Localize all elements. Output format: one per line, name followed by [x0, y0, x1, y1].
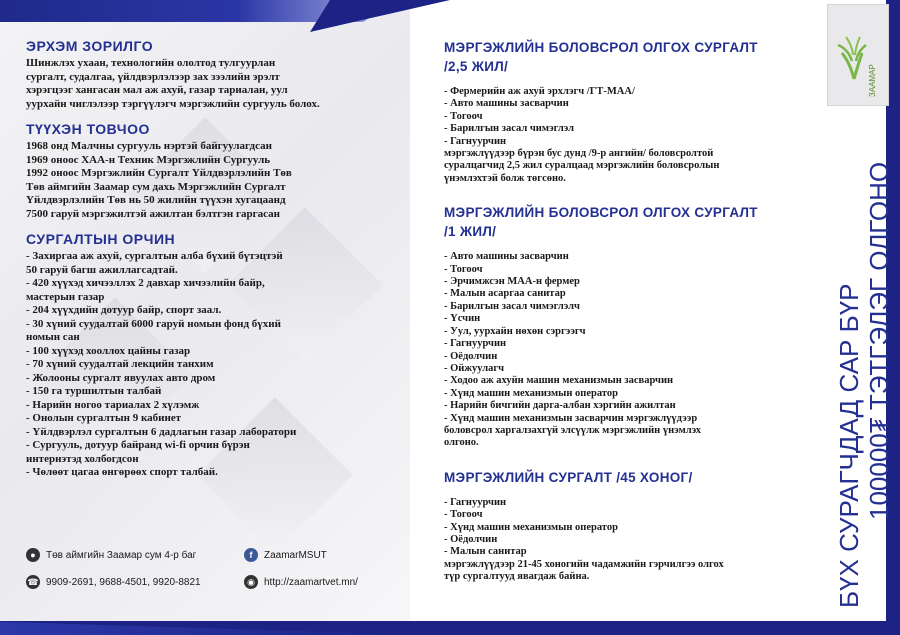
goal-line: уурхайн чиглэлээр тэргүүлэгч мэргэжлийн сургууль болох. [26, 97, 320, 110]
history-text [26, 140, 401, 221]
environment-section [26, 231, 401, 480]
section-heading [444, 468, 814, 487]
goal-line: сургалт, судалгаа, үйлдвэрлэлээр зах зээлийн эрэлт [26, 70, 280, 83]
section-note: олгоно. [444, 437, 479, 449]
phone-row [26, 575, 201, 589]
address-text: Төв аймгийн Заамар сум 4-р баг [46, 549, 197, 561]
list-item: - Гагнуурчин [444, 496, 507, 508]
section-heading [444, 203, 814, 241]
list-item: - Нарийн бичгийн дарга-албан хэргийн ажилтан [444, 400, 676, 412]
list-item: интернэтэд холбогдсон [26, 452, 139, 465]
history-line: 1992 оноос Мэргэжлийн Сургалт Үйлдвэрлэлийн Төв [26, 167, 292, 179]
training-section-45-day [444, 468, 814, 584]
wheat-logo-icon [828, 5, 888, 105]
section-heading-duration: /1 ЖИЛ/ [444, 224, 497, 240]
middle-column [444, 38, 814, 602]
list-item: - Ходоо аж ахуйн машин механизмын засварчин [444, 375, 674, 387]
facebook-row[interactable] [244, 548, 327, 562]
section-note: мэргэжлүүдээр бүрэн бус дунд /9-р ангийн/ боловсролтой [444, 148, 714, 160]
goal-text [26, 57, 401, 111]
list-item: номын сан [26, 331, 80, 343]
list-item: - Тогооч [444, 509, 483, 521]
section-note: үнэмлэхтэй болж төгсөно. [444, 172, 566, 184]
list-item: - Онолын сургалтын 9 кабинет [26, 412, 182, 424]
environment-list [26, 250, 401, 480]
location-icon: ● [26, 548, 40, 562]
list-item: - Тогооч [444, 263, 483, 275]
list-item: мастерын газар [26, 290, 105, 303]
website-link[interactable]: http://zaamartvet.mn/ [264, 576, 358, 588]
list-item: - 30 хүний суудалтай 6000 гаруй номын фонд бүхий [26, 317, 281, 330]
list-item: - Оёдолчин [444, 350, 498, 362]
history-line: 1968 онд Малчны сургууль нэртэй байгуулагдсан [26, 140, 272, 152]
section-note: түр сургалтууд явагдаж байна. [444, 571, 590, 583]
history-line: Төв аймгийн Заамар сум дахь Мэргэжлийн Сургалт [26, 180, 286, 193]
list-item: 50 гаруй багш ажиллагсадтай. [26, 263, 178, 276]
history-line: 1969 оноос ХАА-н Техник Мэргэжлийн Сургууль [26, 153, 271, 166]
history-line: 7500 гаруй мэргэжилтэй ажилтан бэлтгэн гаргасан [26, 207, 280, 220]
list-item: - Малын асаргаа санитар [444, 288, 566, 300]
section-heading-line: МЭРГЭЖЛИЙН БОЛОВСРОЛ ОЛГОХ СУРГАЛТ [444, 40, 758, 55]
list-item: - Захиргаа аж ахуй, сургалтын алба бүхий бүтэцтэй [26, 250, 283, 262]
list-item: - Жолооны сургалт явуулах авто дром [26, 371, 216, 384]
list-item: - Чөлөөт цагаа өнгөрөөх спорт талбай. [26, 466, 218, 478]
list-item: - 150 га туршилтын талбай [26, 385, 162, 397]
section-heading-line: МЭРГЭЖЛИЙН БОЛОВСРОЛ ОЛГОХ СУРГАЛТ [444, 205, 758, 221]
website-row[interactable] [244, 575, 358, 589]
list-item: - 204 хүүхдийн дотуур байр, спорт заал. [26, 304, 222, 316]
list-item: - Гагнуурчин [444, 135, 507, 147]
list-item: - Ойжуулагч [444, 362, 505, 374]
section-heading-duration: /2,5 ЖИЛ/ [444, 59, 509, 74]
profession-list [444, 497, 814, 559]
facebook-link[interactable]: ZaamarMSUT [264, 549, 327, 561]
list-item: - 420 хүүхэд хичээллэх 2 давхар хичээлийн байр, [26, 277, 265, 289]
history-heading: ТҮҮХЭН ТОВЧОО [26, 121, 150, 137]
goal-heading: ЭРХЭМ ЗОРИЛГО [26, 38, 154, 54]
scholarship-banner [806, 120, 896, 610]
list-item: - Хүнд машин механизмын засварчин мэргэжлүүдээр [444, 412, 698, 424]
address-row [26, 548, 196, 562]
globe-icon: ◉ [244, 575, 258, 589]
list-item: - Эрчимжсэн МАА-н фермер [444, 276, 580, 288]
list-item: - Барилгын засал чимэглэлч [444, 300, 580, 312]
list-item: - Үйлдвэрлэл сургалтын 6 дадлагын газар лаборатори [26, 425, 297, 438]
history-section [26, 121, 401, 221]
history-line: Үйлдвэрлэлийн Төв нь 50 жилийн түүхэн хугацаанд [26, 194, 286, 206]
logo-text: ЗААМАР [868, 64, 877, 97]
phone-numbers: 9909-2691, 9688-4501, 9920-8821 [46, 576, 201, 588]
list-item: - Малын санитар [444, 546, 527, 558]
list-item: - Хүнд машин механизмын оператор [444, 387, 618, 399]
training-section-1-year [444, 203, 814, 450]
school-logo [827, 4, 889, 106]
left-column [26, 38, 401, 480]
list-item: - Нарийн ногоо тариалах 2 хүлэмж [26, 398, 200, 411]
profession-list [444, 251, 814, 425]
banner-line-1: БҮХ СУРАГЧДАД САР БҮР [834, 283, 864, 608]
list-item: - Авто машины засварчин [444, 251, 569, 263]
list-item: - Гагнуурчин [444, 338, 507, 350]
section-heading [444, 38, 814, 76]
list-item: - Барилгын засал чимэглэл [444, 123, 575, 135]
list-item: - 100 хүүхэд хооллох цайны газар [26, 344, 191, 357]
phone-icon: ☎ [26, 575, 40, 589]
environment-heading: СУРГАЛТЫН ОРЧИН [26, 231, 176, 247]
list-item: - Фермерийн аж ахуй эрхлэгч /ГТ-МАА/ [444, 86, 635, 97]
training-section-2-5-year [444, 38, 814, 185]
section-note: суралцагчид 2,5 жил суралцаад мэргэжлийн боловсролын [444, 160, 720, 172]
section-note: мэргэжлүүдээр 21-45 хоногийн чадамжийн гэрчилгээ олгох [444, 558, 724, 570]
list-item: - Уул, уурхайн нөхөн сэргээгч [444, 325, 586, 337]
banner-line-2: 100000₮ ТЭТГЭЛЭГ ОЛГОНО [864, 161, 894, 520]
section-heading-line: МЭРГЭЖЛИЙН СУРГАЛТ /45 ХОНОГ/ [444, 469, 693, 485]
list-item: - Тогооч [444, 110, 483, 122]
goal-line: хэрэгцээг хангасан мал аж ахуй, газар тариалан, уул [26, 84, 288, 96]
facebook-icon: f [244, 548, 258, 562]
goal-section [26, 38, 401, 111]
list-item: - 70 хүний суудалтай лекцийн танхим [26, 358, 214, 370]
list-item: - Үсчин [444, 313, 481, 325]
list-item: - Хүнд машин механизмын оператор [444, 521, 618, 533]
profession-list [444, 86, 814, 148]
list-item: - Авто машины засварчин [444, 98, 569, 110]
section-note: боловсрол харгалзахгүй элсүүлж мэргэжлийн үнэмлэх [444, 424, 701, 436]
list-item: - Сургууль, дотуур байранд wi-fi орчин бүрэн [26, 439, 250, 451]
list-item: - Оёдолчин [444, 533, 498, 545]
goal-line: Шинжлэх ухаан, технологийн ололтод тулгуурлан [26, 57, 276, 69]
